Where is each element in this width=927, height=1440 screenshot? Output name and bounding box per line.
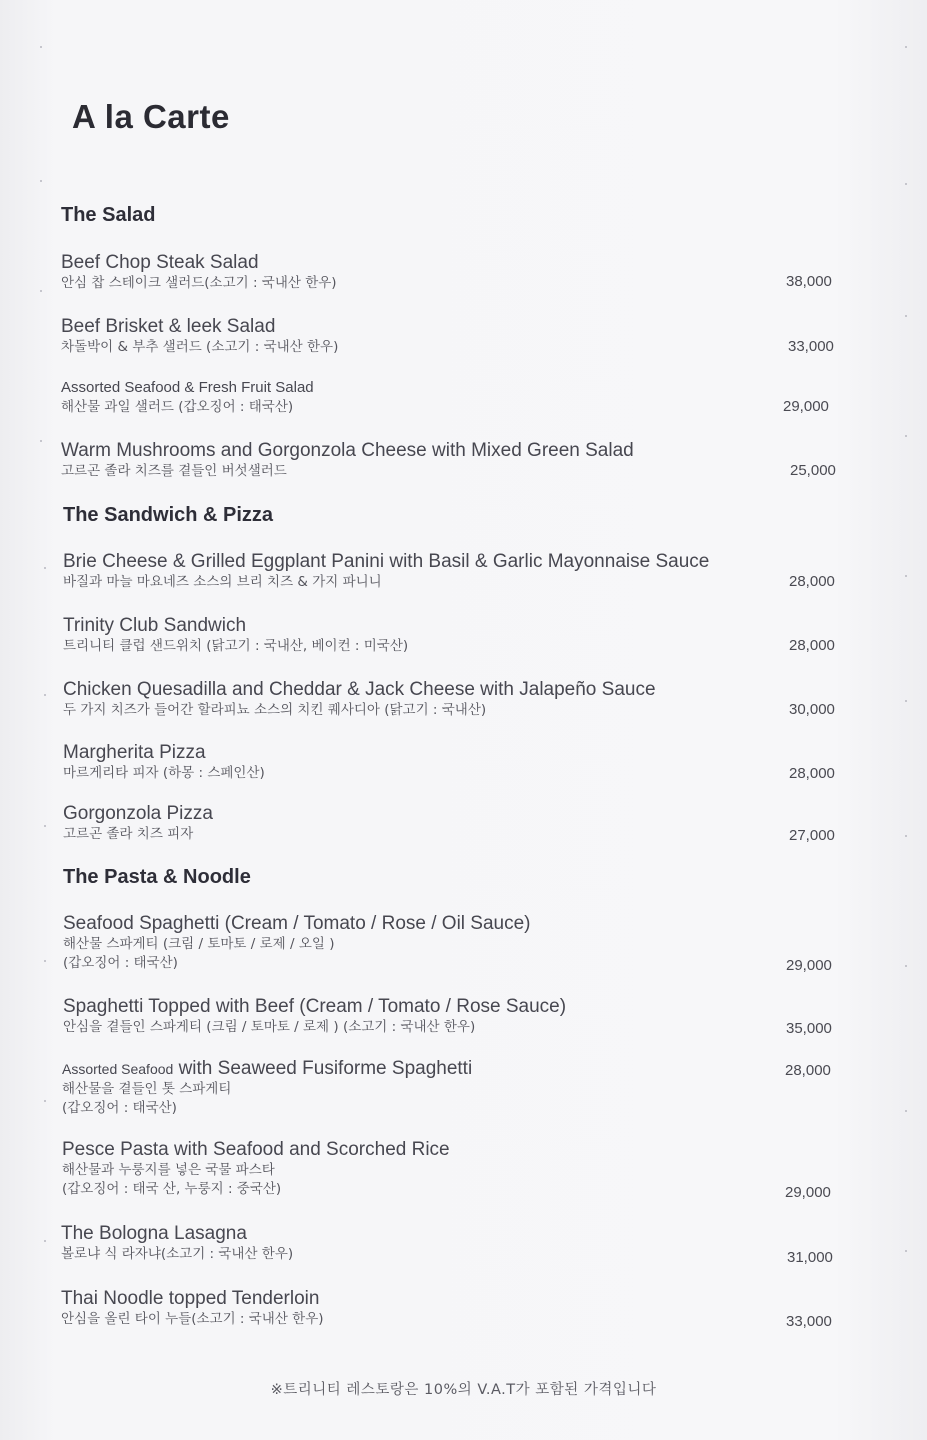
item-name-en-rest: with Seaweed Fusiforme Spaghetti: [173, 1058, 473, 1079]
item-name-ko: 마르게리타 피자 (하몽 : 스페인산): [63, 765, 265, 781]
menu-item: [63, 913, 531, 973]
menu-item: [61, 316, 338, 357]
item-name-en: Trinity Club Sandwich: [63, 615, 247, 636]
item-name-en: Seafood Spaghetti (Cream / Tomato / Rose / Oil Sauce): [63, 913, 531, 934]
item-price: 33,000: [788, 338, 834, 355]
item-name-ko: 차돌박이 & 부추 샐러드 (소고기 : 국내산 한우): [61, 339, 339, 355]
section-heading-pasta-noodle: The Pasta & Noodle: [63, 866, 251, 888]
item-name-ko: 안심 찹 스테이크 샐러드(소고기 : 국내산 한우): [61, 275, 337, 291]
item-name-ko: 두 가지 치즈가 들어간 할라피뇨 소스의 치킨 퀘사디아 (닭고기 : 국내산): [63, 702, 487, 718]
item-name-en: Thai Noodle topped Tenderloin: [61, 1288, 320, 1309]
menu-item: [61, 378, 314, 417]
item-price: 27,000: [789, 827, 835, 844]
item-price: 28,000: [789, 637, 835, 654]
page-title: A la Carte: [72, 98, 230, 135]
item-name-ko: 해산물 스파게티 (크림 / 토마토 / 로제 / 오일 ): [63, 936, 335, 952]
item-name-en: Assorted Seafood & Fresh Fruit Salad: [61, 379, 314, 396]
menu-item: [63, 996, 566, 1037]
item-name-ko: 고르곤 졸라 치즈를 곁들인 버섯샐러드: [61, 463, 287, 479]
section-heading-salad: The Salad: [61, 204, 156, 226]
item-price: 33,000: [786, 1313, 832, 1330]
menu-item: [63, 615, 408, 656]
item-name-ko: 해산물을 곁들인 톳 스파게티: [62, 1081, 232, 1097]
menu-item: [63, 742, 265, 783]
item-name-en: Gorgonzola Pizza: [63, 803, 213, 824]
item-name-en: Beef Chop Steak Salad: [61, 252, 259, 273]
item-price: 29,000: [785, 1184, 831, 1201]
menu-item: [61, 1223, 293, 1264]
item-name-en: Beef Brisket & leek Salad: [61, 316, 276, 337]
menu-item: [63, 679, 656, 720]
menu-item: [61, 1288, 324, 1329]
item-price: 29,000: [783, 398, 829, 415]
item-name-ko: 해산물과 누룽지를 넣은 국물 파스타: [62, 1162, 275, 1178]
menu-item: [63, 551, 709, 592]
item-name-en: Warm Mushrooms and Gorgonzola Cheese with Mixed Green Salad: [61, 440, 634, 461]
vat-notice: ※트리니티 레스토랑은 10%의 V.A.T가 포함된 가격입니다: [270, 1382, 657, 1398]
item-name-en: [62, 1058, 472, 1080]
item-name-en: Brie Cheese & Grilled Eggplant Panini with Basil & Garlic Mayonnaise Sauce: [63, 551, 710, 572]
menu-item: [61, 440, 634, 481]
item-price: 29,000: [786, 957, 832, 974]
item-name-ko: 바질과 마늘 마요네즈 소스의 브리 치즈 & 가지 파니니: [63, 574, 382, 590]
menu-item: [62, 1058, 472, 1118]
item-origin-ko: (갑오징어 : 태국 산, 누룽지 : 중국산): [62, 1181, 282, 1197]
item-name-en: Pesce Pasta with Seafood and Scorched Rice: [62, 1139, 450, 1160]
item-name-en: Margherita Pizza: [63, 742, 206, 763]
item-price: 25,000: [790, 462, 836, 479]
item-price: 28,000: [785, 1062, 831, 1079]
item-name-ko: 해산물 과일 샐러드 (갑오징어 : 태국산): [61, 399, 294, 415]
item-price: 30,000: [789, 701, 835, 718]
item-price: 35,000: [786, 1020, 832, 1037]
item-price: 31,000: [787, 1249, 833, 1266]
item-origin-ko: (갑오징어 : 태국산): [62, 1100, 177, 1116]
menu-item: [63, 803, 213, 844]
section-heading-sandwich-pizza: The Sandwich & Pizza: [63, 504, 274, 526]
menu-item: [61, 252, 337, 293]
item-name-ko: 트리니티 클럽 샌드위치 (닭고기 : 국내산, 베이컨 : 미국산): [63, 638, 409, 654]
item-name-en-prefix: Assorted Seafood: [62, 1061, 174, 1077]
item-name-ko: 안심을 올린 타이 누들(소고기 : 국내산 한우): [61, 1311, 324, 1327]
item-price: 38,000: [786, 273, 832, 290]
item-name-en: Spaghetti Topped with Beef (Cream / Tomato / Rose Sauce): [63, 996, 567, 1017]
item-name-ko: 볼로냐 식 라자냐(소고기 : 국내산 한우): [61, 1246, 294, 1262]
item-price: 28,000: [789, 765, 835, 782]
item-name-en: Chicken Quesadilla and Cheddar & Jack Cheese with Jalapeño Sauce: [63, 679, 656, 700]
item-price: 28,000: [789, 573, 835, 590]
item-name-en: The Bologna Lasagna: [61, 1223, 247, 1244]
item-name-ko: 안심을 곁들인 스파게티 (크림 / 토마토 / 로제 ) (소고기 : 국내산 한우): [63, 1019, 476, 1035]
item-name-ko: 고르곤 졸라 치즈 피자: [63, 826, 194, 842]
item-origin-ko: (갑오징어 : 태국산): [63, 955, 178, 971]
menu-item: [62, 1139, 450, 1199]
